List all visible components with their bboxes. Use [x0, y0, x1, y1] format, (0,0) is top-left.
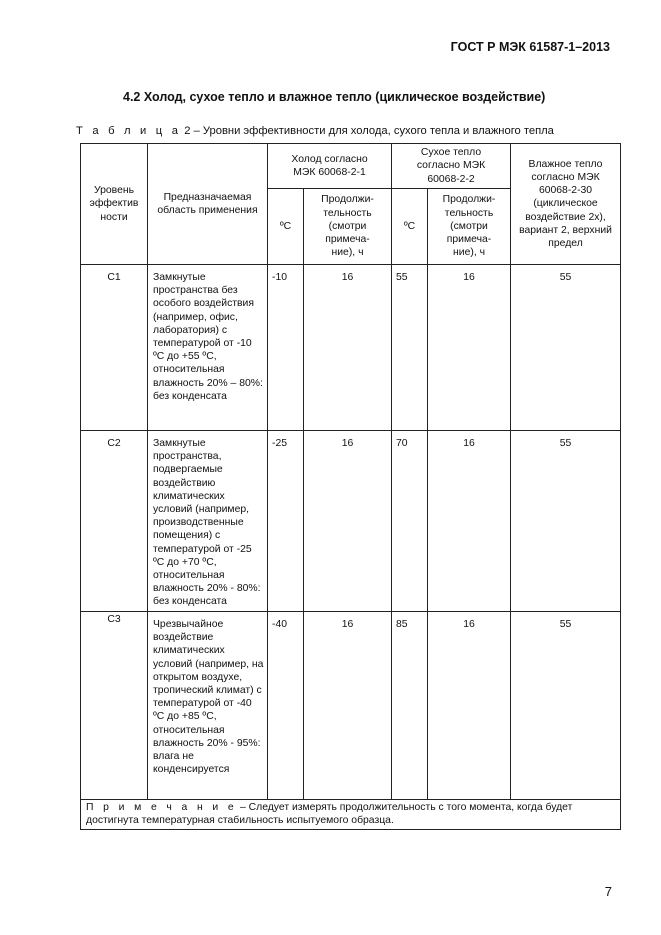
row-dry-duration: 16 [428, 612, 511, 800]
row-cold-duration: 16 [304, 265, 392, 431]
row-level: С1 [81, 265, 148, 431]
performance-levels-table [80, 143, 621, 830]
header-area: Предназначаемая область применения [148, 144, 268, 265]
row-cold-duration: 16 [304, 612, 392, 800]
row-cold-temp: -40 [268, 612, 304, 800]
row-damp-value: 55 [511, 431, 621, 612]
header-cold-temp: ºС [268, 189, 304, 265]
row-area: Замкнутые пространства без особого воздействия (например, офис, лаборатория) с температурой от -10 ºС до +55 ºС, относительная влажность 20% – 80%: без конденсата [148, 265, 268, 431]
row-cold-duration: 16 [304, 431, 392, 612]
row-cold-temp: -10 [268, 265, 304, 431]
header-dry-temp: ºС [392, 189, 428, 265]
table-note [81, 800, 621, 830]
header-cold-duration: Продолжи-тельность (смотри примеча-ние), ч [304, 189, 392, 265]
row-dry-temp: 85 [392, 612, 428, 800]
table-row [81, 612, 621, 800]
row-dry-temp: 70 [392, 431, 428, 612]
document-standard-number: ГОСТ Р МЭК 61587-1–2013 [450, 40, 610, 54]
page-number: 7 [604, 884, 612, 899]
row-area: Замкнутые пространства, подвергаемые воздействию климатических условий (например, производственные помещения) с температурой от -25 ºС до +70 ºС, относительная влажность 20% - 80%: без конденсата [148, 431, 268, 612]
row-dry-duration: 16 [428, 265, 511, 431]
row-dry-duration: 16 [428, 431, 511, 612]
header-cold: Холод согласно МЭК 60068-2-1 [268, 144, 392, 189]
table-caption [76, 125, 554, 137]
table-note-prefix: П р и м е ч а н и е [86, 802, 238, 813]
section-title: 4.2 Холод, сухое тепло и влажное тепло (циклическое воздействие) [123, 90, 546, 104]
row-cold-temp: -25 [268, 431, 304, 612]
table-row [81, 431, 621, 612]
table-row [81, 265, 621, 431]
row-damp-value: 55 [511, 265, 621, 431]
table-caption-text: – Уровни эффективности для холода, сухого тепла и влажного тепла [190, 125, 554, 137]
header-level: Уровень эффектив ности [81, 144, 148, 265]
table-caption-prefix: Т а б л и ц а [76, 125, 182, 137]
row-damp-value: 55 [511, 612, 621, 800]
header-dry-duration: Продолжи-тельность (смотри примеча-ние), ч [428, 189, 511, 265]
row-level: С2 [81, 431, 148, 612]
row-area: Чрезвычайное воздействие климатических условий (например, на открытом воздухе, тропический климат) с температурой от -40 ºС до +85 ºС, относительная влажность 20% - 95%: влага не конденсируется [148, 612, 268, 800]
row-level: С3 [81, 612, 148, 800]
header-damp-heat: Влажное тепло согласно МЭК 60068-2-30 (циклическое воздействие 2х), вариант 2, верхний предел [511, 144, 621, 265]
row-dry-temp: 55 [392, 265, 428, 431]
header-dry-heat: Сухое тепло согласно МЭК 60068-2-2 [392, 144, 511, 189]
table-caption-number: 2 [181, 125, 191, 137]
table-note-text: – Следует измерять продолжительность с того момента, когда будет достигнута температурная стабильность испытуемого образца. [86, 802, 573, 827]
